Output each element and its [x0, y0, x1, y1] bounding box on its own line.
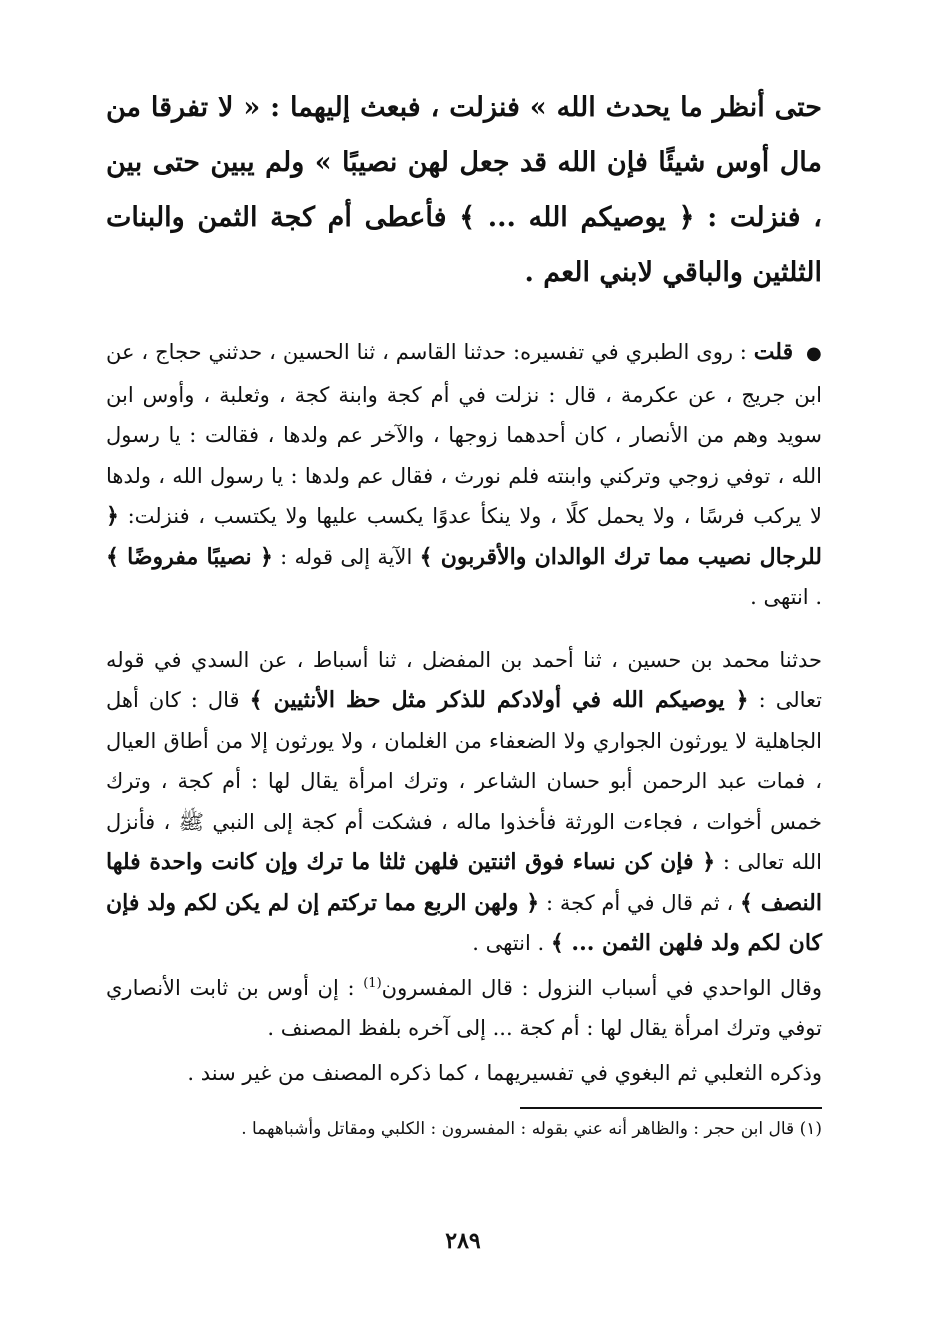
thalabi-paragraph: وذكره الثعلبي ثم البغوي في تفسيريهما ، كما ذكره المصنف من غير سند .	[187, 1060, 822, 1085]
suddi-text-c: ، ثم قال في أم كجة :	[545, 890, 734, 915]
suddi-verse-2: ﴿ فإن كن نساء فوق اثنتين فلهن ثلثا ما ترك وإن كانت واحدة فلها النصف ﴾	[106, 849, 822, 916]
qult-paragraph	[106, 332, 822, 618]
qult-verse-2: ﴿ نصيبًا مفروضًا ﴾	[106, 543, 273, 570]
wahidi-paragraph	[106, 968, 822, 1049]
qult-text-b: الآية إلى قوله :	[280, 544, 413, 569]
footnote-marker: (١)	[799, 1119, 822, 1139]
qult-text-a: : روى الطبري في تفسيره: حدثنا القاسم ، ثنا الحسين ، حدثني حجاج ، عن ابن جريج ، عن عكرمة ، قال : نزلت في أم كجة وابنة كجة ، وثعلبة ، وأوس ابن سويد وهم من الأنصار ، كان أحدهما زوجها ، والآخر عم ولدها ، فقالت : يا رسول الله ، توفي زوجي وتركني وابنته فلم نورث ، فقال عم ولدها : يا رسول الله ، ولدها لا يركب فرسًا ، ولا يحمل كلًا ، ولا ينكأ عدوًا يكسب عليها ولا يكتسب ، فنزلت:	[106, 340, 822, 528]
suddi-paragraph	[106, 640, 822, 964]
wahidi-text-b: : إن أوس بن ثابت الأنصاري توفي وترك امرأة يقال لها : أم كجة ... إلى آخره بلفظ المصنف .	[106, 975, 822, 1040]
suddi-verse-1: ﴿ يوصيكم الله في أولادكم للذكر مثل حظ الأنثيين ﴾	[249, 687, 749, 713]
qult-text-c: . انتهى .	[750, 585, 822, 609]
bullet-icon: ●	[806, 343, 822, 364]
footnote	[106, 1113, 822, 1145]
footnote-text: قال ابن حجر : والظاهر أنه عني بقوله : المفسرون : الكلبي ومقاتل وأشباههما .	[241, 1119, 795, 1139]
suddi-text-a: حدثنا محمد بن حسين ، ثنا أحمد بن المفضل ، ثنا أسباط ، عن السدي في قوله تعالى :	[106, 647, 822, 712]
suddi-verse-3: ﴿ ولهن الربع مما تركتم إن لم يكن لكم ولد فإن كان لكم ولد فلهن الثمن ... ﴾	[106, 889, 822, 956]
qult-verse-1: ﴿ للرجال نصيب مما ترك الوالدان والأقربون ﴾	[106, 503, 823, 570]
footnote-divider	[520, 1107, 822, 1109]
footnote-ref[interactable]: (1)	[363, 975, 382, 991]
page-number: ٢٨٩	[445, 1228, 481, 1254]
suddi-text-d: . انتهى .	[472, 931, 545, 955]
wahidi-text-a: وقال الواحدي في أسباب النزول : قال المفسرون	[381, 975, 823, 1000]
suddi-text-b: قال : كان أهل الجاهلية لا يورثون الجواري ولا الضعفاء من الغلمان ، ولا يورثون إلا من أطاق العيال ، فمات عبد الرحمن أبو حسان الشاعر ، وترك امرأة يقال لها : أم كجة ، وترك خمس أخوات ، فجاءت الورثة فأخذوا ماله ، فشكت أم كجة إلى النبي ﷺ ، فأنزل الله تعالى :	[106, 688, 822, 874]
hadith-paragraph: حتى أنظر ما يحدث الله » فنزلت ، فبعث إليهما : « لا تفرقا من مال أوس شيئًا فإن الله قد جعل لهن نصيبًا » ولم يبين حتى بين ، فنزلت : ﴿ يوصيكم الله ... ﴾ فأعطى أم كجة الثمن والبنات الثلثين والباقي لابني العم .	[106, 92, 822, 288]
qult-label: قلت	[753, 339, 794, 365]
